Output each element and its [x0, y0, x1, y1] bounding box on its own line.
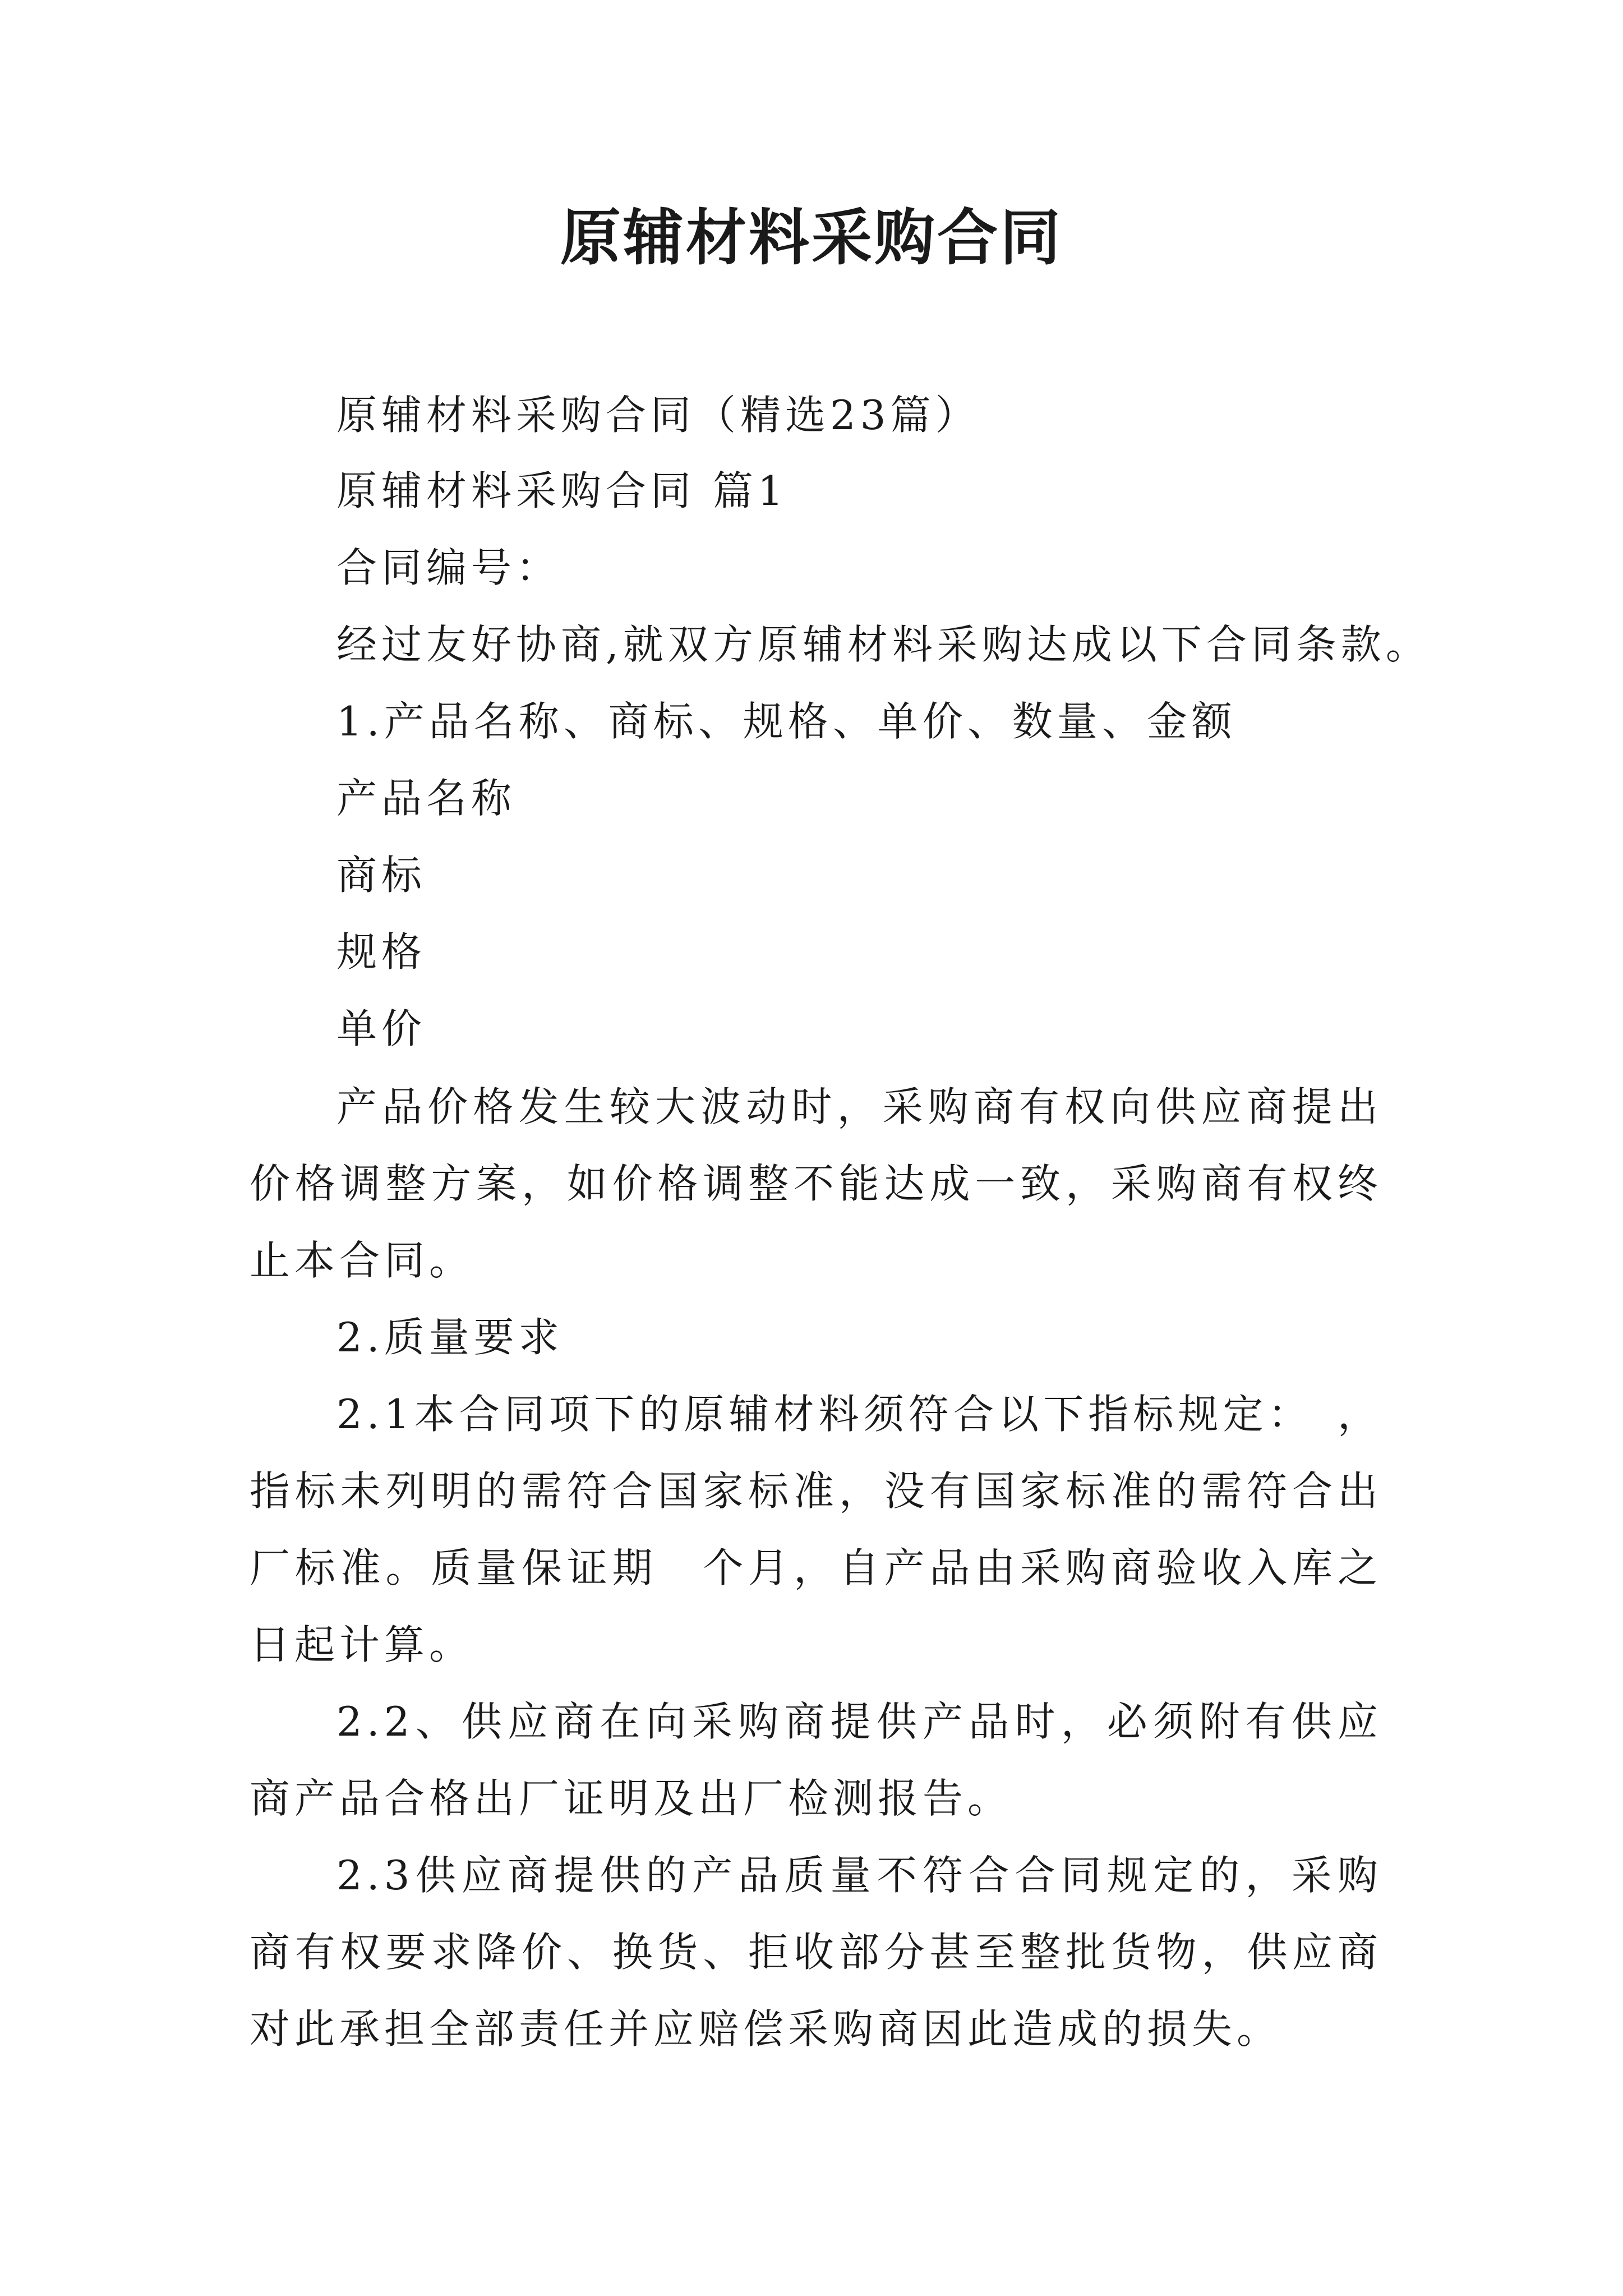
price-adjustment-paragraph: 产品价格发生较大波动时，采购商有权向供应商提出价格调整方案，如价格调整不能达成一致，采购商有权终止本合同。 — [250, 1083, 1382, 1284]
subtitle-line: 原辅材料采购合同（精选23篇） — [336, 392, 980, 439]
intro-line: 经过友好协商,就双方原辅材料采购达成以下合同条款。 — [336, 621, 1431, 668]
clause-2-2-paragraph: 2.2、供应商在向采购商提供产品时，必须附有供应商产品合格出厂证明及出厂检测报告。 — [250, 1698, 1382, 1822]
field-specification: 规格 — [336, 928, 427, 976]
field-product-name: 产品名称 — [336, 775, 517, 822]
contract-number-label: 合同编号： — [336, 544, 561, 591]
clause-2-heading: 2.质量要求 — [336, 1314, 564, 1361]
field-trademark: 商标 — [336, 852, 427, 899]
field-unit-price: 单价 — [336, 1005, 427, 1052]
clause-2-3-paragraph: 2.3供应商提供的产品质量不符合合同规定的，采购商有权要求降价、换货、拒收部分甚至整批货物，供应商对此承担全部责任并应赔偿采购商因此造成的损失。 — [250, 1852, 1382, 2053]
clause-2-1-paragraph: 2.1本合同项下的原辅材料须符合以下指标规定： ，指标未列明的需符合国家标准，没有国家标准的需符合出厂标准。质量保证期 个月，自产品由采购商验收入库之日起计算。 — [250, 1391, 1382, 1668]
document-title: 原辅材料采购合同 — [560, 203, 1063, 273]
clause-1-heading: 1.产品名称、商标、规格、单价、数量、金额 — [336, 698, 1237, 745]
section-heading: 原辅材料采购合同 篇1 — [336, 467, 788, 514]
